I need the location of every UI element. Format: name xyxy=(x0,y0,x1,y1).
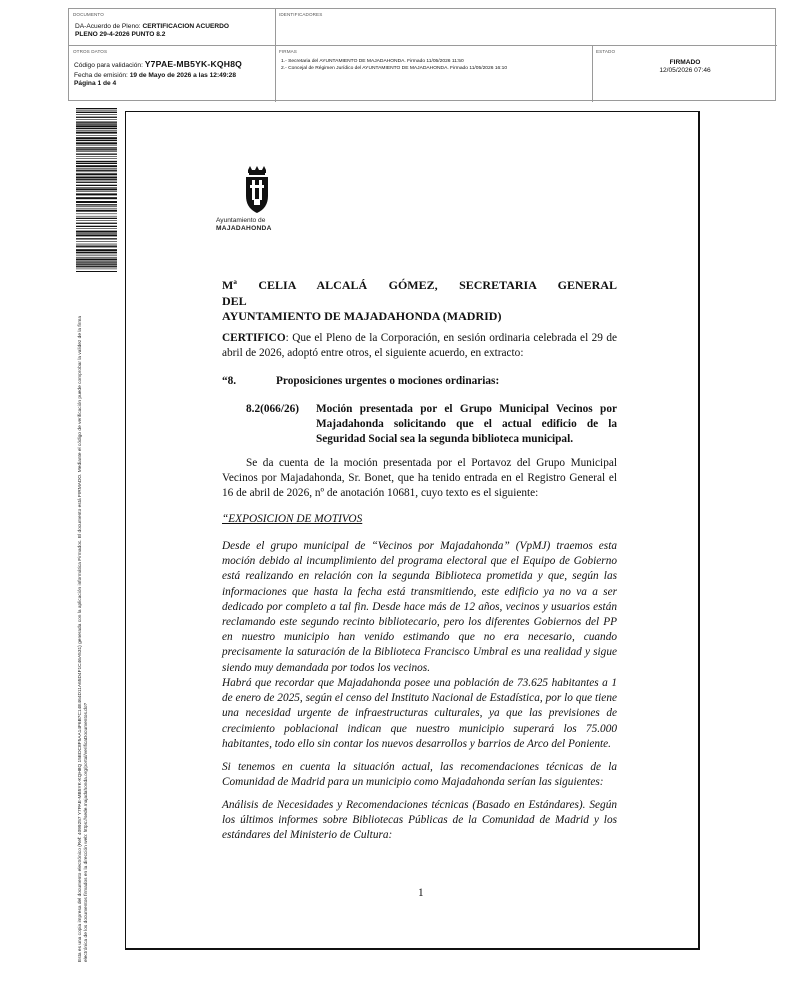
documento-label: DOCUMENTO xyxy=(73,12,104,17)
title-line1: Mª CELIA ALCALÁ GÓMEZ, SECRETARIA GENERAL DEL xyxy=(222,278,617,308)
estado-date: 12/05/2026 07:46 xyxy=(659,67,711,74)
identificadores-label: IDENTIFICADORES xyxy=(279,12,323,17)
verification-side-note: Esta es una copia impresa del documento electrónico (Ref: 4099257 Y7PAE-MB5YK-KQH8Q 15EDC8F5AA14F6B7C14E464D11A65D4F1C46A531) generada con la aplicación informática Firmadoc. El documento está FIRMADO. Mediante el código de verificación puede comprobar la validez de la firma electrónica de los documentos firmados en la dirección web: https://sede.majadahonda.org/portal/verificaDocumentos.do? xyxy=(78,315,90,962)
otros-datos-cell xyxy=(69,46,276,102)
motion-paragraph: Desde el grupo municipal de “Vecinos por Majadahonda” (VpMJ) traemos esta moción debido al incumplimiento del programa electoral que el Equipo de Gobierno está realizando en relación con la segunda Biblioteca prometida y que, según las informaciones que hasta la fecha está transmitiendo, este edificio ya no va a ser dedicado por completo a tal fin. Desde hace más de 12 años, vecinos y usuarios están reclamando este segundo recinto bibliotecario, pero los diferentes Gobiernos del PP en nuestro municipio han venido estimando que no era necesario, cuando precisamente la saturación de la Biblioteca Francisco Umbral es una realidad y sigue siendo muy demandada por todos los vecinos. xyxy=(222,540,617,674)
otros-datos-label: OTROS DATOS xyxy=(73,49,108,54)
section-title: Proposiciones urgentes o mociones ordinarias: xyxy=(276,375,500,387)
logo-line1: Ayuntamiento de xyxy=(216,217,266,224)
exposicion-heading: “EXPOSICION DE MOTIVOS xyxy=(222,513,363,525)
page-number: 1 xyxy=(418,887,424,899)
point-number: 8.2(066/26) xyxy=(246,403,300,415)
certifico-text: : Que el Pleno de la Corporación, en sesión ordinaria celebrada el 29 de abril de 2026, adoptó entre otros, el siguiente acuerdo, en extracto: xyxy=(222,332,617,360)
signature-header xyxy=(68,8,776,101)
certifico-paragraph xyxy=(222,331,617,361)
firma-item: 2.- Concejal de Régimen Jurídico del AYUNTAMIENTO DE MAJADAHONDA. Firmado 11/05/2026 16:10 xyxy=(281,66,508,71)
point-title: Moción presentada por el Grupo Municipal Vecinos por Majadahonda solicitando que el actual edificio de la Seguridad Social sea la segunda biblioteca municipal. xyxy=(316,403,617,446)
certifico-lead: CERTIFICO xyxy=(222,332,286,344)
page-indicator: Página 1 de 4 xyxy=(74,80,117,87)
title-line2: AYUNTAMIENTO DE MAJADAHONDA (MADRID) xyxy=(222,309,502,323)
estado-label: ESTADO xyxy=(596,49,616,54)
documento-title-line2: PLENO 29-4-2026 PUNTO 8.2 xyxy=(75,31,166,38)
emission-date-line: Fecha de emisión: 19 de Mayo de 2026 a las 12:49:28 xyxy=(74,72,237,79)
estado-value: FIRMADO xyxy=(669,59,701,66)
firmas-cell xyxy=(276,46,593,102)
firma-item: 1.- Secretaria del AYUNTAMIENTO DE MAJADAHONDA. Firmado 11/05/2026 11:50 xyxy=(281,59,464,64)
firmas-label: FIRMAS xyxy=(279,49,297,54)
motion-paragraph: Análisis de Necesidades y Recomendaciones técnicas (Basado en Estándares). Según los últimos informes sobre Bibliotecas Públicas de la Comunidad de Madrid y los estándares del Ministerio de Cultura: xyxy=(222,799,617,842)
logo-text xyxy=(216,217,294,233)
documento-cell xyxy=(69,9,276,46)
logo-line2: MAJADAHONDA xyxy=(216,225,272,232)
validation-code-line: Código para validación: Y7PAE-MB5YK-KQH8Q xyxy=(74,59,243,69)
motion-paragraph: Habrá que recordar que Majadahonda posee una población de 73.625 habitantes a 1 de enero de 2025, según el censo del Instituto Nacional de Estadística, por lo que tiene una necesidad urgente de infraestructuras culturales, ya que las previsiones de crecimiento poblacional indican que nuestro municipio superará los 75.000 habitantes, todo ello sin contar los nuevos desarrollos y barrios de Arco del Poniente. xyxy=(222,677,617,750)
ayuntamiento-crest-icon xyxy=(222,166,292,216)
document-title xyxy=(222,278,617,325)
estado-cell xyxy=(593,46,777,102)
barcode-image xyxy=(76,108,117,272)
section-number: “8. xyxy=(222,375,237,387)
validation-code[interactable]: Y7PAE-MB5YK-KQH8Q xyxy=(144,59,243,69)
motion-paragraph: Si tenemos en cuenta la situación actual, las recomendaciones técnicas de la Comunidad de Madrid para un municipio como Majadahonda serían las siguientes: xyxy=(222,761,617,789)
intro-paragraph: Se da cuenta de la moción presentada por el Portavoz del Grupo Municipal Vecinos por Majadahonda, Sr. Bonet, que ha tenido entrada en el Registro General el 16 de abril de 2026, nº de anotación 10681, cuyo texto es el siguiente: xyxy=(222,457,617,500)
identificadores-cell xyxy=(276,9,777,46)
documento-title: DA-Acuerdo de Pleno: CERTIFICACION ACUERDO xyxy=(75,23,230,30)
